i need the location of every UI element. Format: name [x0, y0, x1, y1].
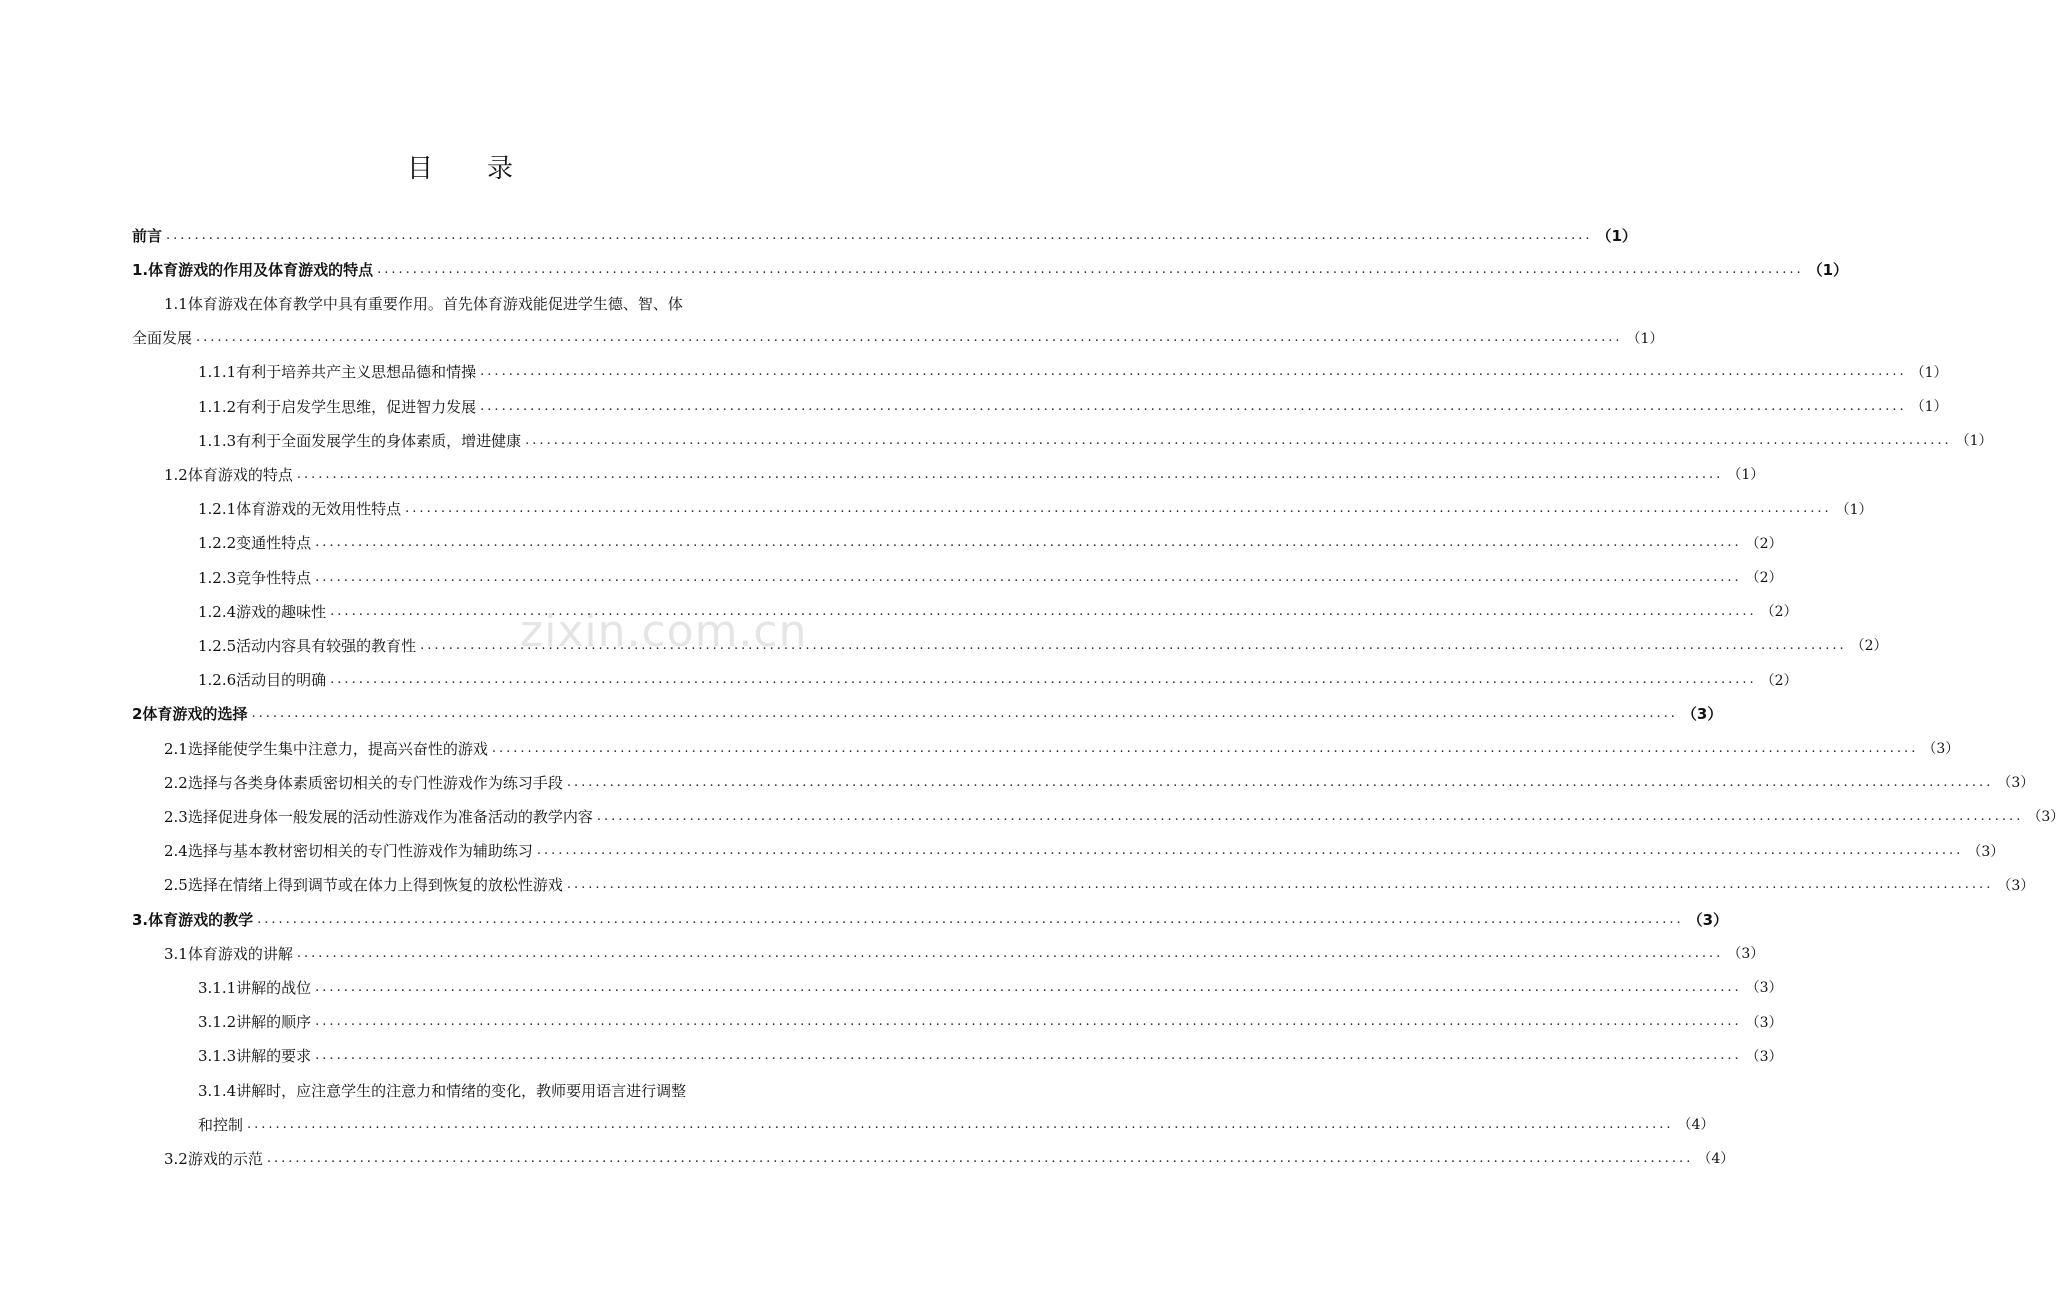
- toc-entry-label: 1.2.6活动目的明确: [198, 671, 327, 690]
- toc-entry-page: （1）: [1807, 260, 1849, 279]
- toc-entry[interactable]: [198, 1039, 1783, 1073]
- toc-entry-label: 1.2.3竞争性特点: [198, 568, 312, 587]
- toc-entry[interactable]: [132, 697, 1723, 731]
- toc-entry[interactable]: [198, 492, 1873, 526]
- toc-entry-label: 全面发展: [132, 329, 193, 348]
- toc-entry-page: （2）: [1745, 535, 1783, 552]
- toc-entry-label: 1.2体育游戏的特点: [164, 465, 293, 484]
- toc-entry[interactable]: [198, 970, 1783, 1004]
- toc-entry[interactable]: [198, 355, 1948, 389]
- toc-entry-line1[interactable]: [198, 1073, 810, 1107]
- toc-entry-label: 2.2选择与各类身体素质密切相关的专门性游戏作为练习手段: [164, 773, 563, 792]
- toc-entry-page: （2）: [1760, 604, 1798, 621]
- toc-entry-label: 3.1.1讲解的战位: [198, 978, 312, 997]
- toc-entry-page: （2）: [1760, 672, 1798, 689]
- dot-leader: ........................................................................................................................................................................................................: [315, 1014, 1742, 1030]
- toc-entry-label: 和控制: [198, 1115, 244, 1134]
- dot-leader: ........................................................................................................................................................................................................: [566, 877, 1994, 893]
- toc-entry-page: （4）: [1697, 1151, 1735, 1168]
- dot-leader: ........................................................................................................................................................................................................: [405, 501, 1832, 517]
- page-title: 目 录: [406, 154, 527, 184]
- toc-entry[interactable]: [198, 389, 1948, 423]
- toc-entry[interactable]: [198, 1005, 1783, 1039]
- toc-entry-label: 3.1.3讲解的要求: [198, 1047, 312, 1066]
- toc-entry-label: 2.3选择促进身体一般发展的活动性游戏作为准备活动的教学内容: [164, 807, 593, 826]
- toc-entry[interactable]: [198, 423, 1993, 457]
- dot-leader: ........................................................................................................................................................................................................: [196, 330, 1623, 346]
- toc-entry-label: 1.1.1有利于培养共产主义思想品德和情操: [198, 363, 477, 382]
- toc-entry-label: 1.1.2有利于启发学生思维，促进智力发展: [198, 397, 477, 416]
- dot-leader: ........................................................................................................................................................................................................: [491, 740, 1919, 756]
- toc-entry-label: 1.2.4游戏的趣味性: [198, 602, 327, 621]
- dot-leader: ........................................................................................................................................................................................................: [330, 603, 1757, 619]
- dot-leader: ........................................................................................................................................................................................................: [480, 398, 1907, 414]
- dot-leader: ........................................................................................................................................................................................................: [247, 1116, 1674, 1132]
- toc-entry[interactable]: [198, 594, 1798, 628]
- toc-entry-label: 2体育游戏的选择: [132, 705, 248, 724]
- toc-entry-label: 1.体育游戏的作用及体育游戏的特点: [132, 260, 374, 279]
- toc-entry-page: （3）: [2027, 809, 2064, 826]
- toc-entry-page: （3）: [1997, 775, 2035, 792]
- toc-entry-label: 1.1.3有利于全面发展学生的身体素质，增进健康: [198, 431, 522, 450]
- dot-leader: ........................................................................................................................................................................................................: [330, 672, 1757, 688]
- dot-leader: ........................................................................................................................................................................................................: [566, 774, 1994, 790]
- dot-leader: ........................................................................................................................................................................................................: [296, 945, 1724, 961]
- toc-entry[interactable]: [198, 560, 1783, 594]
- toc-entry[interactable]: [164, 1141, 1735, 1175]
- toc-entry[interactable]: [164, 765, 2035, 799]
- toc-entry-label: 1.2.5活动内容具有较强的教育性: [198, 636, 417, 655]
- toc-entry[interactable]: [132, 321, 1664, 355]
- toc-entry[interactable]: [164, 731, 1960, 765]
- toc-entry[interactable]: [198, 663, 1798, 697]
- dot-leader: ........................................................................................................................................................................................................: [315, 569, 1742, 585]
- toc-entry-page: （2）: [1850, 638, 1888, 655]
- toc-entry-page: （3）: [1727, 946, 1765, 963]
- dot-leader: ........................................................................................................................................................................................................: [296, 466, 1724, 482]
- toc-entry[interactable]: [132, 902, 1729, 936]
- toc-entry-page: （1）: [1955, 433, 1993, 450]
- dot-leader: ........................................................................................................................................................................................................: [251, 706, 1678, 722]
- dot-leader: ........................................................................................................................................................................................................: [315, 1048, 1742, 1064]
- toc-entry-label: 3.2游戏的示范: [164, 1149, 263, 1168]
- toc-entry[interactable]: [198, 1107, 1715, 1141]
- toc-entry[interactable]: [164, 457, 1765, 491]
- toc-entry-page: （3）: [1687, 910, 1729, 929]
- toc-entry-page: （1）: [1910, 364, 1948, 381]
- toc-entry-label: 前言: [132, 226, 163, 245]
- toc-entry-page: （1）: [1727, 467, 1765, 484]
- toc-entry-page: （4）: [1677, 1117, 1715, 1134]
- toc-entry-label: 2.5选择在情绪上得到调节或在体力上得到恢复的放松性游戏: [164, 876, 563, 895]
- toc-entry-page: （3）: [1745, 1014, 1783, 1031]
- toc-entry-page: （1）: [1596, 226, 1637, 245]
- toc-entry[interactable]: [164, 799, 2064, 833]
- toc-entry-label: 1.2.1体育游戏的无效用性特点: [198, 500, 402, 519]
- dot-leader: ........................................................................................................................................................................................................: [596, 808, 2024, 824]
- toc-entry[interactable]: [132, 218, 1637, 252]
- toc-entry-label: 2.1选择能使学生集中注意力，提高兴奋性的游戏: [164, 739, 488, 758]
- toc-entry-label-line1: 3.1.4讲解时，应注意学生的注意力和情绪的变化，教师要用语言进行调整: [198, 1081, 687, 1100]
- toc-entry-page: （1）: [1910, 399, 1948, 415]
- toc-entry-line1[interactable]: [164, 286, 810, 320]
- toc-entry-label: 3.体育游戏的教学: [132, 910, 254, 929]
- toc-entry-page: （1）: [1626, 330, 1664, 347]
- dot-leader: ........................................................................................................................................................................................................: [377, 261, 1804, 277]
- toc-entry-page: （3）: [1922, 741, 1960, 757]
- toc-entry[interactable]: [198, 526, 1783, 560]
- toc-entry[interactable]: [198, 628, 1888, 662]
- dot-leader: ........................................................................................................................................................................................................: [315, 979, 1742, 995]
- toc-entry-label: 3.1体育游戏的讲解: [164, 944, 293, 963]
- toc-entry[interactable]: [132, 252, 1849, 286]
- dot-leader: ........................................................................................................................................................................................................: [315, 535, 1742, 551]
- toc-entry[interactable]: [164, 834, 2005, 868]
- toc-entry-page: （1）: [1835, 501, 1873, 518]
- toc-entry[interactable]: [164, 868, 2035, 902]
- dot-leader: ........................................................................................................................................................................................................: [480, 364, 1907, 380]
- dot-leader: ........................................................................................................................................................................................................: [166, 227, 1593, 243]
- toc-entry-page: （3）: [1967, 843, 2005, 860]
- dot-leader: ........................................................................................................................................................................................................: [536, 843, 1964, 859]
- toc-entry-page: （3）: [1681, 705, 1723, 724]
- toc-entry-label: 1.2.2变通性特点: [198, 534, 312, 553]
- toc-entry-page: （2）: [1745, 570, 1783, 586]
- toc-entry-label: 3.1.2讲解的顺序: [198, 1013, 312, 1032]
- dot-leader: ........................................................................................................................................................................................................: [266, 1150, 1694, 1166]
- toc-entry-label-line1: 1.1体育游戏在体育教学中具有重要作用。首先体育游戏能促进学生德、智、体: [164, 294, 683, 313]
- dot-leader: ........................................................................................................................................................................................................: [257, 911, 1684, 927]
- toc-entry-page: （3）: [1745, 980, 1783, 997]
- toc-entry-page: （3）: [1745, 1048, 1783, 1065]
- dot-leader: ........................................................................................................................................................................................................: [420, 637, 1847, 653]
- toc-entry[interactable]: [164, 936, 1765, 970]
- toc-entry-page: （3）: [1997, 877, 2035, 894]
- dot-leader: ........................................................................................................................................................................................................: [525, 432, 1952, 448]
- watermark: zixin.com.cn: [520, 606, 808, 657]
- toc-entry-label: 2.4选择与基本教材密切相关的专门性游戏作为辅助练习: [164, 842, 533, 861]
